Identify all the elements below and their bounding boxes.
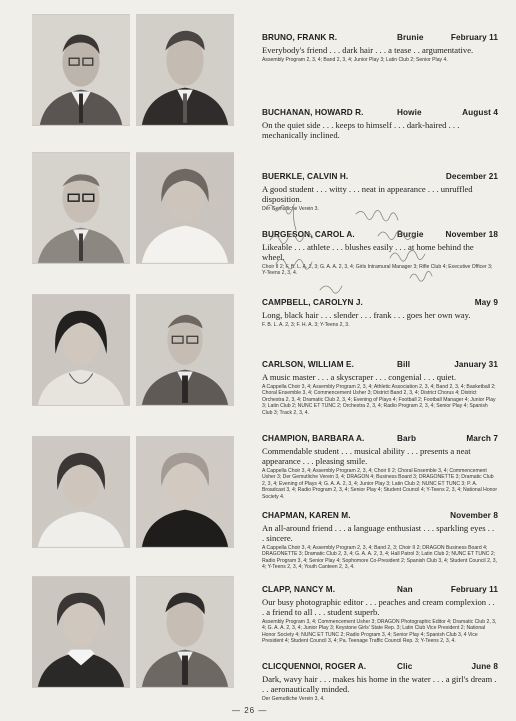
- student-activities: A Cappella Choir 3, 4; Assembly Program 2, 3, 4; Choir II 2; Choral Ensemble 3, 4; Commencement Usher 3; Der Gemutliche Verein 3, 4; DRAGON 4; Business Board 3; DRAGONETTE 3; Dramatic Club 2, 3, 4; Evening of Plays 4; G. A. A. 2, 3, 4; Junior Play 3; Latin Club 2; NUNC ET TUNC 3; P. A. Broadcast 3, 4; Radio Program 2, 3, 4; Senior Play 4; Student Council 4; Y-Teens 2, 3, 4; National Honor Society 4.: [262, 468, 498, 500]
- student-quote: Likeable . . . athlete . . . blushes easily . . . at home behind the wheel.: [262, 242, 474, 262]
- student-quote: Everybody's friend . . . dark hair . . . a tease . . argumentative.: [262, 45, 474, 55]
- student-name: BUERKLE, CALVIN H.: [262, 172, 349, 181]
- student-birthday: May 9: [474, 298, 498, 307]
- student-entry: [262, 298, 498, 328]
- portrait-karen-chapman: [136, 436, 234, 548]
- student-activities: A Cappella Choir 3, 4; Assembly Program 2, 3, 4; Athletic Association 2, 3, 4; Band 2, 3, 4; Basketball 2; Choral Ensemble 3, 4; Commencement Usher 3; District Band 2, 3, 4; District Chorus 4; District Orchestra 2, 3, 4; Dramatic Club 2, 3, 4; Evening of Plays 4; Football 2; Football Manager 4; Junior Play 3; Latin Club 2; NUNC ET TUNC 2; Orchestra 2, 3, 4; Radio Program 2, 3, 4; Senior Play 4; Spanish Club 3; Track 2, 3, 4.: [262, 384, 496, 416]
- student-entry: [262, 511, 498, 571]
- student-birthday: June 8: [471, 662, 498, 671]
- student-quote: On the quiet side . . . keeps to himself . . . dark-haired . . . mechanically inclined.: [262, 120, 460, 140]
- student-name: CAMPBELL, CAROLYN J.: [262, 298, 363, 307]
- student-entry: [262, 360, 498, 416]
- portrait-barbara-champion: [32, 436, 130, 548]
- student-quote: A music master . . . a skyscraper . . . congenial . . . quiet.: [262, 372, 457, 382]
- student-quote: Dark, wavy hair . . . makes his home in the water . . . a girl's dream . . . aeronautically minded.: [262, 674, 497, 694]
- student-nickname: Bill: [397, 360, 411, 369]
- portrait-calvin-buerkle: [32, 152, 130, 264]
- student-entry: [262, 434, 498, 500]
- student-quote: A good student . . . witty . . . neat in appearance . . . unruffled disposition.: [262, 184, 473, 204]
- student-activities: Choir II 2; F. B. L. A. 2, 3; G. A. A. 2, 3, 4; Girls Intramural Manager 3; Rifle Club 4; Executive Officer 3; Y-Teens 2, 3, 4.: [262, 264, 493, 277]
- student-entry: [262, 172, 498, 212]
- student-name: CLAPP, NANCY M.: [262, 585, 336, 594]
- portrait-roger-clicquennoi: [136, 576, 234, 688]
- student-nickname: Barb: [397, 434, 417, 443]
- student-name: BURGESON, CAROL A.: [262, 230, 355, 239]
- page-number-value: 26: [244, 706, 256, 715]
- student-nickname: Clic: [397, 662, 413, 671]
- student-birthday: March 7: [466, 434, 498, 443]
- student-entry: [262, 662, 498, 702]
- student-activities: Assembly Program 3, 4; Commencement Usher 3; DRAGON Photographic Editor 4; Dramatic Club 2, 3, 4; G. A. A. 2, 3, 4; Junior Play 3; Keystone Girls' State Rep. 3; Latin Club Vice President 2; National Honor Society 4; NUNC ET TUNC 2; Radio Program 3, 4; Senior Play 4; Spanish Club 3, 4 Vice President 4; Student Council 3, 4; Pa. Teenage Traffic Council Rep. 3; Y-Teens 2, 3, 4.: [262, 619, 497, 645]
- student-activities: Der Gemutliche Verein 3.: [262, 206, 319, 212]
- student-birthday: August 4: [462, 108, 498, 117]
- student-activities: Assembly Program 2, 3, 4; Band 2, 3, 4; Junior Play 3; Latin Club 2; Senior Play 4.: [262, 57, 448, 63]
- portrait-howard-buchanan: [136, 14, 234, 126]
- student-quote: Long, black hair . . . slender . . . frank . . . goes her own way.: [262, 310, 471, 320]
- student-name: CLICQUENNOI, ROGER A.: [262, 662, 367, 671]
- student-name: CARLSON, WILLIAM E.: [262, 360, 354, 369]
- student-activities: A Cappella Choir 3, 4; Assembly Program 2, 3, 4; Band 2, 3; Choir II 2; DRAGON Business Board 4; DRAGONETTE 3; Dramatic Club 2, 3, 4; G. A. A. 2, 3, 4; Hall Patrol 3; Latin Club 2; NUNC ET TUNC 2; Radio Program 3, 4; Senior Play 4; Sophomore Co-President 2; Spanish Club 3, 4; Student Council 2, 3, 4; Y-Teens 2, 3, 4; Youth Canteen 2, 3, 4.: [262, 545, 498, 571]
- student-birthday: January 31: [454, 360, 498, 369]
- student-quote: Our busy photographic editor . . . peaches and cream complexion . . . a friend to all . . . student superb.: [262, 597, 495, 617]
- student-name: CHAPMAN, KAREN M.: [262, 511, 351, 520]
- student-quote: Commendable student . . . musical ability . . . presents a neat appearance . . . pleasing smile.: [262, 446, 471, 466]
- student-birthday: February 11: [450, 33, 498, 42]
- student-birthday: November 8: [450, 511, 498, 520]
- student-entry: [262, 33, 498, 63]
- student-quote: An all-around friend . . . a language enthusiast . . . sparkling eyes . . . sincere.: [262, 523, 495, 543]
- portrait-frank-bruno: [32, 14, 130, 126]
- student-nickname: Brunie: [397, 33, 424, 42]
- student-entry: [262, 230, 498, 277]
- student-name: BUCHANAN, HOWARD R.: [262, 108, 364, 117]
- student-nickname: Burgie: [397, 230, 424, 239]
- student-birthday: December 21: [445, 172, 498, 181]
- student-birthday: February 11: [450, 585, 498, 594]
- student-birthday: November 18: [445, 230, 498, 239]
- student-entry: [262, 585, 498, 645]
- student-name: CHAMPION, BARBARA A.: [262, 434, 365, 443]
- student-nickname: Nan: [397, 585, 413, 594]
- student-nickname: Howie: [397, 108, 422, 117]
- student-activities: Der Gemutliche Verein 3, 4.: [262, 696, 325, 702]
- portrait-nancy-clapp: [32, 576, 130, 688]
- portrait-carolyn-campbell: [32, 294, 130, 406]
- page-number: — 26 —: [232, 706, 268, 715]
- student-name: BRUNO, FRANK R.: [262, 33, 338, 42]
- student-entry: [262, 108, 498, 140]
- student-activities: F. B. L. A. 2, 3; F. H. A. 3; Y-Teens 2, 3.: [262, 322, 350, 328]
- portrait-carol-burgeson: [136, 152, 234, 264]
- portrait-william-carlson: [136, 294, 234, 406]
